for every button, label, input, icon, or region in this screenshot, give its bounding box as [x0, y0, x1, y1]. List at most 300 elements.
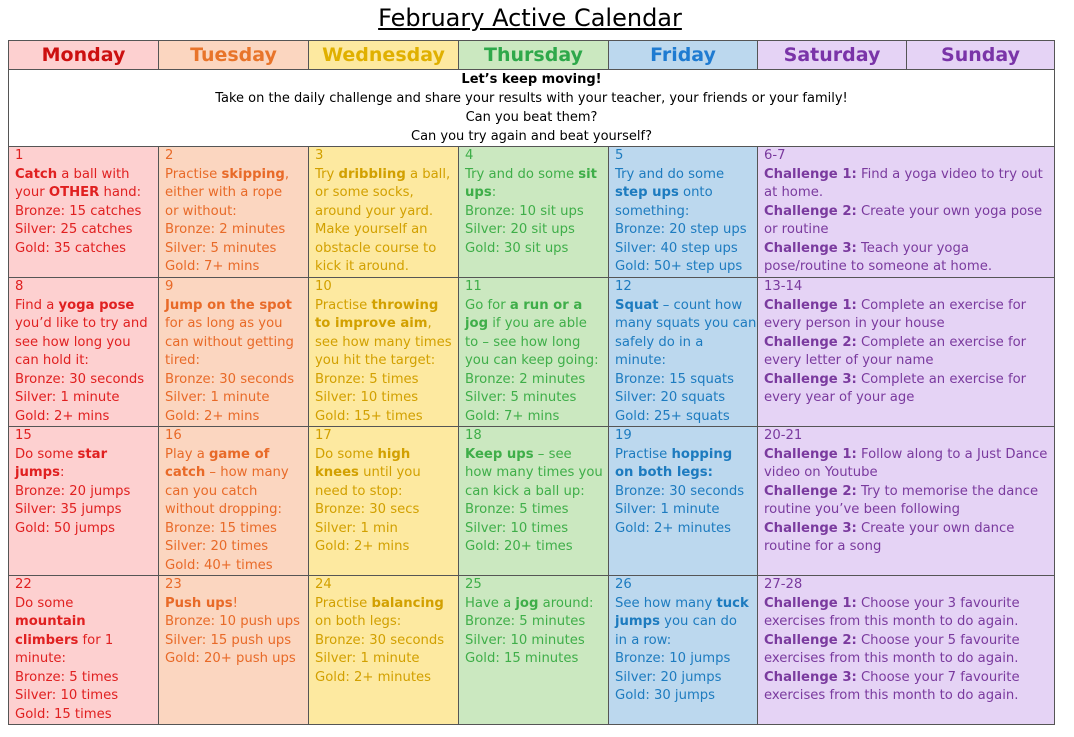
text-run: without dropping:: [165, 502, 282, 517]
text-run: Bronze: 10 jumps: [615, 651, 731, 666]
cell-text-line: [465, 221, 608, 240]
text-run: Do some: [15, 595, 74, 611]
text-run: Catch: [15, 166, 58, 182]
text-run: Silver: 20 times: [165, 539, 269, 554]
cell-text-line: [315, 446, 458, 465]
day-cell-tue: [159, 278, 309, 427]
day-cell-thu: [459, 576, 609, 725]
day-number: 4: [465, 148, 474, 163]
text-run: either with a rope: [165, 185, 283, 200]
day-number: 11: [465, 279, 482, 294]
cell-text-line: [764, 483, 1054, 502]
text-run: Silver: 25 catches: [15, 222, 133, 237]
text-run: ups: [465, 185, 492, 200]
cell-text-line: [15, 483, 158, 502]
weekend-cell: [758, 427, 1055, 576]
day-number: 16: [165, 428, 182, 443]
text-run: Silver: 1 minute: [15, 390, 120, 405]
day-cell-tue: [159, 147, 309, 278]
cell-text-line: [465, 240, 608, 259]
cell-text-line: [465, 595, 608, 614]
text-run: Challenge 2:: [764, 203, 857, 219]
text-run: See how many: [615, 595, 717, 611]
day-number: 8: [15, 279, 24, 294]
text-run: Bronze: 30 seconds: [615, 483, 745, 499]
text-run: Find a yoga video to try out: [856, 166, 1043, 182]
text-run: Gold: 40+ times: [165, 557, 273, 573]
cell-text-line: [615, 613, 757, 632]
cell-text-line: [165, 483, 308, 502]
cell-text-line: [615, 501, 757, 520]
cell-text-line: [165, 371, 308, 390]
cell-text-line: [615, 184, 757, 203]
text-run: on both legs:: [615, 465, 713, 480]
text-run: in a row:: [615, 632, 672, 648]
cell-text-line: [764, 371, 1054, 390]
text-run: hand:: [99, 185, 142, 200]
text-run: Gold: 7+ mins: [465, 408, 560, 424]
text-run: obstacle course to: [315, 240, 437, 256]
cell-text-line: [465, 464, 608, 483]
text-run: can hold it:: [15, 353, 89, 368]
text-run: Bronze: 10 push ups: [165, 614, 300, 629]
text-run: Bronze: 30 seconds: [315, 632, 445, 648]
text-run: jog: [515, 595, 539, 611]
cell-text-line: [15, 221, 158, 240]
cell-text-line: [465, 520, 608, 539]
cell-text-line: [465, 632, 608, 651]
text-run: Gold: 20+ times: [465, 539, 573, 554]
text-run: or routine: [764, 222, 829, 237]
day-header-thursday: Thursday: [459, 41, 609, 70]
text-run: Go for: [465, 297, 510, 313]
cell-text-line: [615, 446, 757, 465]
day-number: 5: [615, 148, 624, 163]
day-cell-mon: [9, 427, 159, 576]
week-row: [9, 427, 1055, 576]
text-run: !: [232, 595, 238, 611]
text-run: game of: [208, 446, 270, 462]
text-run: Play a: [165, 446, 209, 462]
cell-text-line: [465, 203, 608, 222]
cell-text-line: [615, 221, 757, 240]
day-number: 22: [15, 577, 32, 592]
text-run: routine you’ve been following: [764, 502, 961, 517]
day-header-monday: Monday: [9, 41, 159, 70]
intro-line-2: Can you beat them?: [465, 110, 598, 125]
cell-text-line: [615, 240, 757, 259]
cell-text-line: [165, 389, 308, 408]
cell-text-line: [465, 501, 608, 520]
cell-text-line: [165, 595, 308, 614]
text-run: Gold: 2+ mins: [165, 408, 260, 424]
cell-text-line: [764, 595, 1054, 614]
cell-text-line: [315, 184, 458, 203]
cell-text-line: [165, 613, 308, 632]
cell-text-line: [615, 408, 757, 427]
cell-text-line: [165, 258, 308, 277]
text-run: hopping: [671, 446, 733, 462]
text-run: Silver: 5 minutes: [165, 240, 277, 256]
text-run: every letter of your name: [764, 353, 934, 368]
cell-text-line: [465, 613, 608, 632]
cell-text-line: [465, 166, 608, 185]
cell-text-line: [315, 464, 458, 483]
text-run: Complete an exercise for: [856, 334, 1027, 350]
text-run: Create your own yoga pose: [856, 203, 1043, 219]
text-run: – how many: [205, 465, 289, 480]
text-run: ,: [284, 166, 290, 182]
cell-text-line: [465, 538, 608, 557]
cell-text-line: [764, 258, 1054, 277]
text-run: jumps: [15, 465, 60, 480]
text-run: star: [77, 446, 108, 462]
cell-text-line: [615, 258, 757, 277]
day-number: 10: [315, 279, 332, 294]
cell-text-line: [465, 389, 608, 408]
cell-text-line: [315, 650, 458, 669]
text-run: tired:: [165, 353, 200, 368]
cell-text-line: [15, 315, 158, 334]
intro-heading: Let’s keep moving!: [461, 72, 602, 87]
text-run: Silver: 5 minutes: [465, 390, 577, 405]
text-run: Bronze: 20 step ups: [615, 222, 747, 237]
cell-text-line: [615, 464, 757, 483]
cell-text-line: [15, 166, 158, 185]
text-run: if you are able: [488, 316, 587, 331]
text-run: to improve aim: [315, 316, 428, 331]
cell-text-line: [15, 203, 158, 222]
day-header-saturday: Saturday: [758, 41, 907, 70]
text-run: Silver: 1 minute: [165, 390, 270, 405]
text-run: every year of your age: [764, 390, 915, 405]
day-cell-fri: [609, 576, 758, 725]
day-cell-mon: [9, 576, 159, 725]
week-row: [9, 278, 1055, 427]
text-run: Challenge 2:: [764, 632, 857, 648]
day-number: 2: [165, 148, 174, 163]
text-run: Gold: 25+ squats: [615, 408, 730, 424]
week-row: [9, 576, 1055, 725]
cell-text-line: [764, 352, 1054, 371]
cell-text-line: [615, 334, 757, 353]
cell-text-line: [165, 166, 308, 185]
cell-text-line: [165, 240, 308, 259]
text-run: Practise: [165, 166, 222, 182]
cell-text-line: [764, 650, 1054, 669]
text-run: Follow along to a Just Dance: [856, 446, 1048, 462]
calendar-table: [8, 40, 1055, 725]
text-run: – count how: [658, 297, 743, 313]
text-run: – see: [533, 446, 572, 462]
day-number: 20-21: [764, 428, 803, 443]
text-run: dribbling: [338, 166, 406, 182]
text-run: Silver: 10 minutes: [465, 632, 585, 648]
cell-text-line: [315, 595, 458, 614]
text-run: Gold: 50 jumps: [15, 520, 116, 536]
text-run: can without getting: [165, 334, 294, 350]
cell-text-line: [15, 613, 158, 632]
intro-line-1: Take on the daily challenge and share your results with your teacher, your friends or your family!: [215, 91, 848, 106]
text-run: Bronze: 15 squats: [615, 371, 734, 387]
text-run: climbers: [15, 632, 79, 648]
day-number: 26: [615, 577, 632, 592]
text-run: Silver: 1 minute: [315, 651, 420, 666]
text-run: you’d like to try and: [15, 316, 148, 331]
day-number: 27-28: [764, 577, 803, 592]
cell-text-line: [764, 464, 1054, 483]
text-run: exercises from this month to do again.: [764, 614, 1019, 629]
cell-text-line: [15, 669, 158, 688]
cell-text-line: [15, 520, 158, 539]
text-run: Bronze: 2 minutes: [465, 371, 586, 387]
week-row: [9, 147, 1055, 278]
day-number: 6-7: [764, 148, 786, 163]
text-run: Bronze: 2 minutes: [165, 222, 286, 237]
weekend-cell: [758, 278, 1055, 427]
text-run: balancing: [371, 595, 444, 611]
cell-text-line: [15, 595, 158, 614]
cell-text-line: [315, 221, 458, 240]
cell-text-line: [165, 221, 308, 240]
text-run: Challenge 3:: [764, 669, 857, 685]
text-run: can kick a ball up:: [465, 483, 585, 499]
text-run: Push ups: [165, 595, 233, 611]
text-run: Challenge 1:: [764, 166, 857, 182]
text-run: Bronze: 5 minutes: [465, 614, 586, 629]
cell-text-line: [15, 184, 158, 203]
cell-text-line: [165, 315, 308, 334]
cell-text-line: [15, 297, 158, 316]
cell-text-line: [764, 166, 1054, 185]
text-run: for as long as you: [165, 316, 283, 331]
text-run: need to stop:: [315, 483, 403, 499]
text-run: Silver: 1 min: [315, 520, 398, 536]
cell-text-line: [165, 538, 308, 557]
cell-text-line: [165, 203, 308, 222]
text-run: Complete an exercise for: [856, 371, 1027, 387]
text-run: Gold: 35 catches: [15, 240, 127, 256]
cell-text-line: [15, 501, 158, 520]
cell-text-line: [615, 520, 757, 539]
cell-text-line: [615, 389, 757, 408]
text-run: a run or a: [509, 297, 583, 313]
text-run: Do some: [315, 446, 378, 462]
day-cell-wed: [309, 147, 459, 278]
cell-text-line: [315, 371, 458, 390]
cell-text-line: [315, 240, 458, 259]
cell-text-line: [15, 446, 158, 465]
text-run: Bronze: 15 times: [165, 520, 277, 536]
text-run: Gold: 50+ step ups: [615, 259, 743, 274]
cell-text-line: [315, 315, 458, 334]
text-run: jumps: [615, 614, 660, 629]
cell-text-line: [465, 297, 608, 316]
text-run: throwing: [371, 297, 439, 313]
intro-line-3: Can you try again and beat yourself?: [411, 129, 652, 144]
cell-text-line: [764, 184, 1054, 203]
text-run: Bronze: 20 jumps: [15, 483, 131, 499]
text-run: your: [15, 185, 49, 200]
cell-text-line: [465, 371, 608, 390]
text-run: Gold: 20+ push ups: [165, 651, 296, 666]
cell-text-line: [315, 408, 458, 427]
text-run: exercises from this month to do again.: [764, 651, 1019, 666]
cell-text-line: [465, 315, 608, 334]
cell-text-line: [15, 632, 158, 651]
intro-cell: [9, 70, 1055, 147]
text-run: catch: [165, 465, 206, 480]
cell-text-line: [15, 371, 158, 390]
text-run: around:: [538, 595, 594, 611]
text-run: Bronze: 10 sit ups: [465, 203, 584, 219]
cell-text-line: [165, 446, 308, 465]
cell-text-line: [764, 613, 1054, 632]
cell-text-line: [165, 632, 308, 651]
day-number: 13-14: [764, 279, 803, 294]
day-header-row: [9, 41, 1055, 70]
text-run: ,: [427, 316, 432, 331]
text-run: can you catch: [165, 483, 258, 499]
text-run: Challenge 1:: [764, 297, 857, 313]
cell-text-line: [465, 446, 608, 465]
cell-text-line: [315, 520, 458, 539]
day-number: 1: [15, 148, 24, 163]
day-number: 9: [165, 279, 174, 294]
cell-text-line: [165, 520, 308, 539]
text-run: yoga pose: [58, 297, 135, 313]
cell-text-line: [15, 352, 158, 371]
cell-text-line: [315, 352, 458, 371]
cell-text-line: [615, 166, 757, 185]
text-run: see how many times: [315, 334, 452, 350]
text-run: :: [59, 465, 65, 480]
text-run: tuck: [716, 595, 749, 611]
day-header-wednesday: Wednesday: [309, 41, 459, 70]
text-run: Squat: [615, 297, 659, 313]
cell-text-line: [615, 203, 757, 222]
cell-text-line: [764, 203, 1054, 222]
text-run: Gold: 15 times: [15, 706, 112, 722]
text-run: or without:: [165, 203, 237, 219]
text-run: mountain: [15, 614, 86, 629]
text-run: Bronze: 30 secs: [315, 502, 420, 517]
text-run: Challenge 2:: [764, 334, 857, 350]
day-cell-mon: [9, 147, 159, 278]
text-run: Challenge 3:: [764, 240, 857, 256]
cell-text-line: [15, 389, 158, 408]
text-run: Silver: 10 times: [315, 390, 419, 405]
cell-text-line: [165, 184, 308, 203]
text-run: around your yard.: [315, 203, 434, 219]
text-run: Jump on the spot: [165, 297, 292, 313]
text-run: skipping: [221, 166, 285, 182]
text-run: at home.: [764, 185, 824, 200]
day-number: 12: [615, 279, 632, 294]
cell-text-line: [315, 501, 458, 520]
cell-text-line: [165, 352, 308, 371]
cell-text-line: [165, 297, 308, 316]
text-run: until you: [358, 465, 421, 480]
cell-text-line: [315, 538, 458, 557]
text-run: minute:: [15, 651, 66, 666]
day-number: 17: [315, 428, 332, 443]
text-run: Gold: 2+ minutes: [615, 520, 731, 536]
text-run: see how long you: [15, 334, 131, 350]
cell-text-line: [315, 632, 458, 651]
text-run: OTHER: [48, 185, 100, 200]
text-run: Practise: [615, 446, 672, 462]
text-run: Challenge 3:: [764, 520, 857, 536]
cell-text-line: [315, 203, 458, 222]
text-run: kick it around.: [315, 259, 409, 274]
text-run: Try to memorise the dance: [856, 483, 1039, 499]
cell-text-line: [465, 352, 608, 371]
cell-text-line: [764, 446, 1054, 465]
text-run: many squats you can: [615, 316, 757, 331]
cell-text-line: [764, 669, 1054, 688]
weekend-cell: [758, 147, 1055, 278]
text-run: Choose your 3 favourite: [856, 595, 1020, 611]
cell-text-line: [315, 669, 458, 688]
text-run: Complete an exercise for: [856, 297, 1027, 313]
cell-text-line: [15, 687, 158, 706]
cell-text-line: [764, 315, 1054, 334]
cell-text-line: [15, 334, 158, 353]
cell-text-line: [165, 501, 308, 520]
day-cell-thu: [459, 427, 609, 576]
text-run: Silver: 20 squats: [615, 390, 726, 405]
day-header-tuesday: Tuesday: [159, 41, 309, 70]
day-cell-fri: [609, 147, 758, 278]
text-run: Find a: [15, 297, 59, 313]
text-run: a ball with: [57, 166, 130, 182]
text-run: Bronze: 5 times: [15, 669, 119, 685]
cell-text-line: [15, 240, 158, 259]
text-run: Bronze: 30 seconds: [165, 371, 295, 387]
text-run: something:: [615, 203, 690, 219]
text-run: sit: [578, 166, 597, 182]
text-run: Bronze: 30 seconds: [15, 371, 145, 387]
cell-text-line: [615, 669, 757, 688]
cell-text-line: [165, 334, 308, 353]
text-run: :: [491, 185, 497, 200]
cell-text-line: [615, 595, 757, 614]
day-cell-mon: [9, 278, 159, 427]
text-run: Silver: 20 jumps: [615, 669, 722, 685]
text-run: Challenge 2:: [764, 483, 857, 499]
text-run: you can do: [659, 614, 737, 629]
text-run: you can keep going:: [465, 353, 599, 368]
text-run: Gold: 2+ mins: [315, 539, 410, 554]
intro-row: [9, 70, 1055, 147]
text-run: Teach your yoga: [856, 240, 969, 256]
text-run: Silver: 20 sit ups: [465, 222, 575, 237]
cell-text-line: [315, 297, 458, 316]
text-run: on both legs:: [315, 614, 402, 629]
text-run: routine for a song: [764, 539, 882, 554]
cell-text-line: [615, 371, 757, 390]
cell-text-line: [764, 520, 1054, 539]
cell-text-line: [315, 483, 458, 502]
day-cell-tue: [159, 427, 309, 576]
text-run: you hit the target:: [315, 353, 436, 368]
cell-text-line: [15, 706, 158, 725]
text-run: Gold: 30 jumps: [615, 688, 716, 703]
text-run: Practise: [315, 595, 372, 611]
text-run: Choose your 7 favourite: [856, 669, 1020, 685]
text-run: Bronze: 5 times: [315, 371, 419, 387]
